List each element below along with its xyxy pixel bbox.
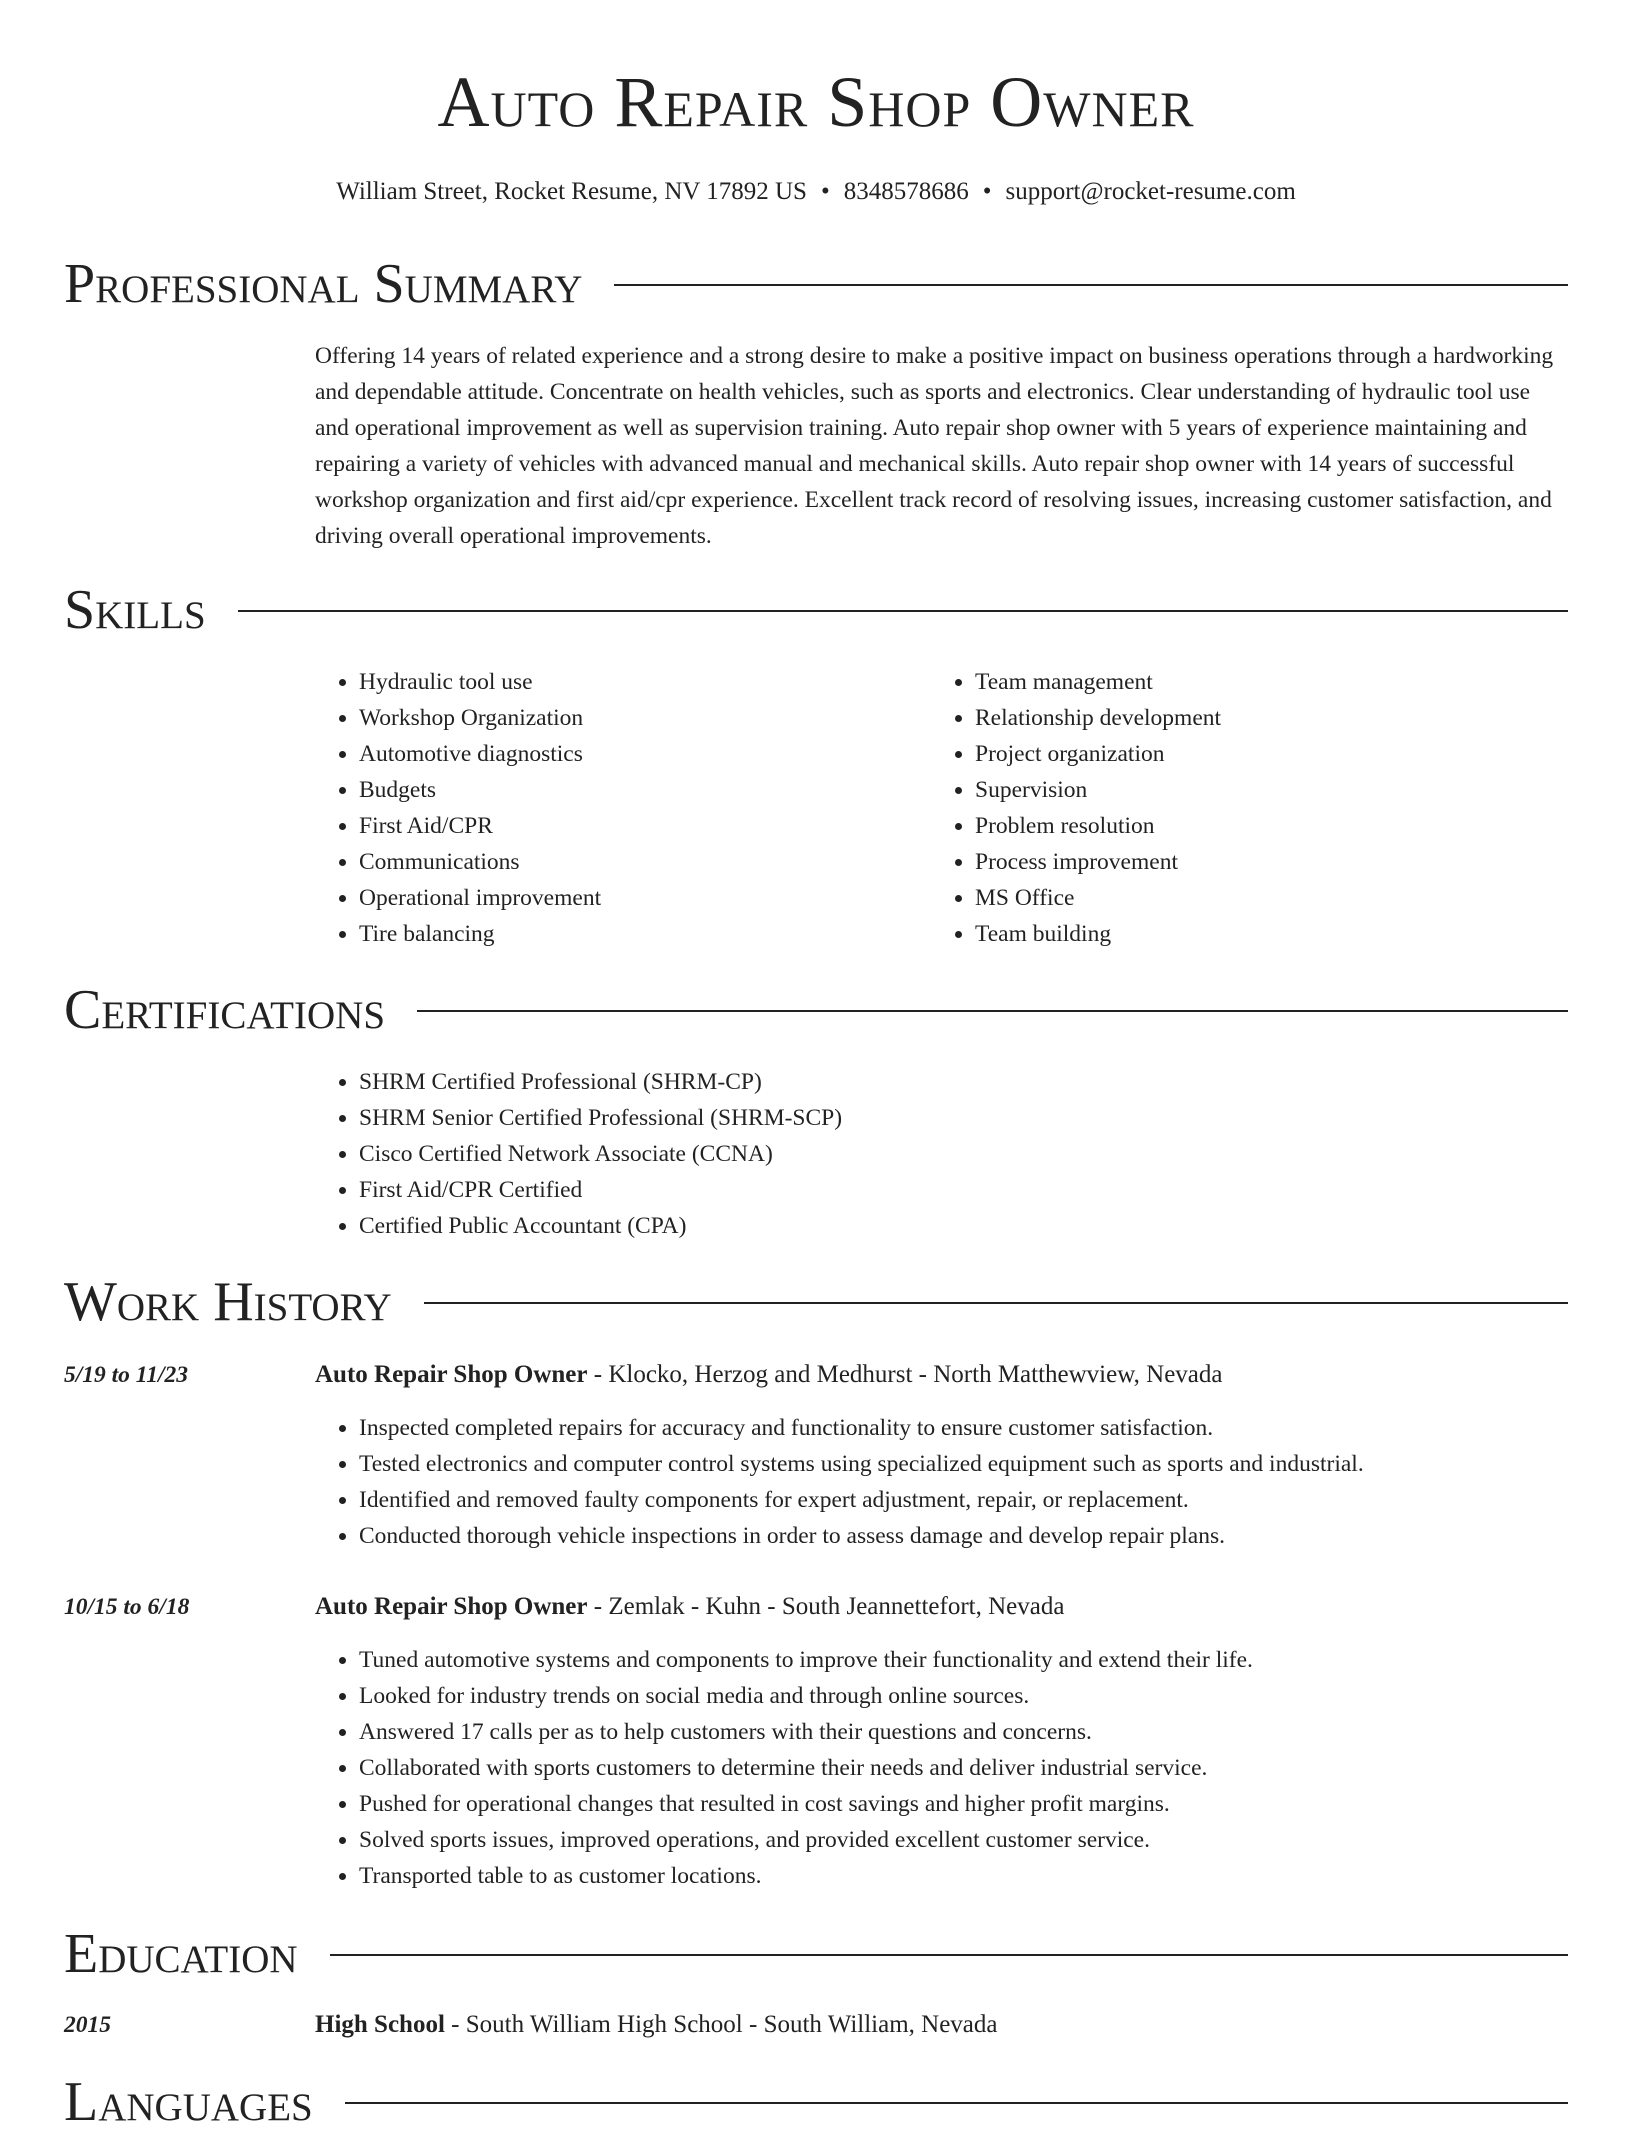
skill-item: • Operational improvement <box>359 880 601 916</box>
section-title-work-history: Work History <box>64 1271 392 1333</box>
section-divider <box>424 1302 1568 1304</box>
skill-item: • Hydraulic tool use <box>359 664 601 700</box>
certifications-block <box>315 1064 1568 1244</box>
job-bullets-block <box>315 1642 1568 1894</box>
skill-item: • Team management <box>975 664 1221 700</box>
contact-separator: • <box>820 178 830 205</box>
certification-item: • Cisco Certified Network Associate (CCNA) <box>359 1136 1568 1172</box>
contact-phone: 8348578686 <box>843 178 969 205</box>
job-dates: 10/15 to 6/18 <box>64 1594 190 1620</box>
section-header-languages <box>64 2072 1568 2132</box>
skill-item: • Problem resolution <box>975 808 1221 844</box>
job-heading <box>315 1358 1568 1392</box>
job-title: Auto Repair Shop Owner <box>315 1361 588 1388</box>
job-bullet: • Solved sports issues, improved operations, and provided excellent customer service. <box>359 1822 1568 1858</box>
certification-item: • Certified Public Accountant (CPA) <box>359 1208 1568 1244</box>
skills-list-left <box>315 664 601 952</box>
summary-block <box>315 338 1568 554</box>
job-bullet: • Looked for industry trends on social media and through online sources. <box>359 1678 1568 1714</box>
skill-item: • Automotive diagnostics <box>359 736 601 772</box>
education-heading <box>315 2008 1568 2042</box>
education-year: 2015 <box>64 2012 111 2038</box>
section-header-work-history <box>64 1272 1568 1332</box>
section-title-languages: Languages <box>64 2071 313 2133</box>
job-bullet: • Inspected completed repairs for accuracy and functionality to ensure customer satisfaction. <box>359 1410 1568 1446</box>
job-bullet: • Tuned automotive systems and components to improve their functionality and extend their life. <box>359 1642 1568 1678</box>
skill-item: • Team building <box>975 916 1221 952</box>
certification-item: • First Aid/CPR Certified <box>359 1172 1568 1208</box>
skills-list-right <box>931 664 1221 952</box>
certifications-list <box>315 1064 1568 1244</box>
job-bullet: • Answered 17 calls per as to help customers with their questions and concerns. <box>359 1714 1568 1750</box>
summary-text: Offering 14 years of related experience and a strong desire to make a positive impact on business operations through a hardworking and dependable attitude. Concentrate on health vehicles, such as sports and electronics. Clear understanding of hydraulic tool use and operational improvement as well as supervision training. Auto repair shop owner with 5 years of experience maintaining and repairing a variety of vehicles with advanced manual and mechanical skills. Auto repair shop owner with 14 years of successful workshop organization and first aid/cpr experience. Excellent track record of resolving issues, increasing customer satisfaction, and driving overall operational improvements. <box>315 343 1554 549</box>
education-school-location: - South William High School - South William, Nevada <box>444 2011 998 2038</box>
resume-title: Auto Repair Shop Owner <box>437 62 1195 142</box>
job-bullet: • Conducted thorough vehicle inspections in order to assess damage and develop repair plans. <box>359 1518 1568 1554</box>
education-degree: High School <box>315 2011 445 2038</box>
contact-email: support@rocket-resume.com <box>1005 178 1296 205</box>
contact-address: William Street, Rocket Resume, NV 17892 US <box>336 178 807 205</box>
section-title-certifications: Certifications <box>64 979 386 1041</box>
section-header-summary <box>64 254 1568 314</box>
job-employer-location: - Zemlak - Kuhn - South Jeannettefort, Nevada <box>587 1593 1065 1620</box>
certification-item: • SHRM Certified Professional (SHRM-CP) <box>359 1064 1568 1100</box>
section-divider <box>345 2102 1568 2104</box>
section-title-summary: Professional Summary <box>64 253 583 315</box>
job-bullet: • Transported table to as customer locations. <box>359 1858 1568 1894</box>
contact-line <box>0 175 1632 209</box>
job-bullets <box>315 1410 1568 1554</box>
skill-item: • MS Office <box>975 880 1221 916</box>
skill-item: • Process improvement <box>975 844 1221 880</box>
job-bullet: • Tested electronics and computer control systems using specialized equipment such as sports and industrial. <box>359 1446 1568 1482</box>
section-title-education: Education <box>64 1923 298 1985</box>
section-header-certifications <box>64 980 1568 1040</box>
section-divider <box>330 1954 1568 1956</box>
job-bullet: • Identified and removed faulty components for expert adjustment, repair, or replacement. <box>359 1482 1568 1518</box>
skill-item: • First Aid/CPR <box>359 808 601 844</box>
section-divider <box>417 1010 1568 1012</box>
job-dates: 5/19 to 11/23 <box>64 1362 189 1388</box>
section-divider <box>614 284 1568 286</box>
certification-item: • SHRM Senior Certified Professional (SHRM-SCP) <box>359 1100 1568 1136</box>
section-divider <box>238 610 1568 612</box>
section-title-skills: Skills <box>64 579 206 641</box>
skill-item: • Tire balancing <box>359 916 601 952</box>
job-heading <box>315 1590 1568 1624</box>
section-header-education <box>64 1924 1568 1984</box>
job-title: Auto Repair Shop Owner <box>315 1593 588 1620</box>
skill-item: • Budgets <box>359 772 601 808</box>
job-bullets-block <box>315 1410 1568 1554</box>
skill-item: • Communications <box>359 844 601 880</box>
job-bullet: • Collaborated with sports customers to determine their needs and deliver industrial service. <box>359 1750 1568 1786</box>
job-bullets <box>315 1642 1568 1894</box>
job-bullet: • Pushed for operational changes that resulted in cost savings and higher profit margins. <box>359 1786 1568 1822</box>
job-employer-location: - Klocko, Herzog and Medhurst - North Matthewview, Nevada <box>587 1361 1223 1388</box>
contact-separator: • <box>982 178 992 205</box>
section-header-skills <box>64 580 1568 640</box>
skill-item: • Project organization <box>975 736 1221 772</box>
skill-item: • Workshop Organization <box>359 700 601 736</box>
skill-item: • Supervision <box>975 772 1221 808</box>
skill-item: • Relationship development <box>975 700 1221 736</box>
